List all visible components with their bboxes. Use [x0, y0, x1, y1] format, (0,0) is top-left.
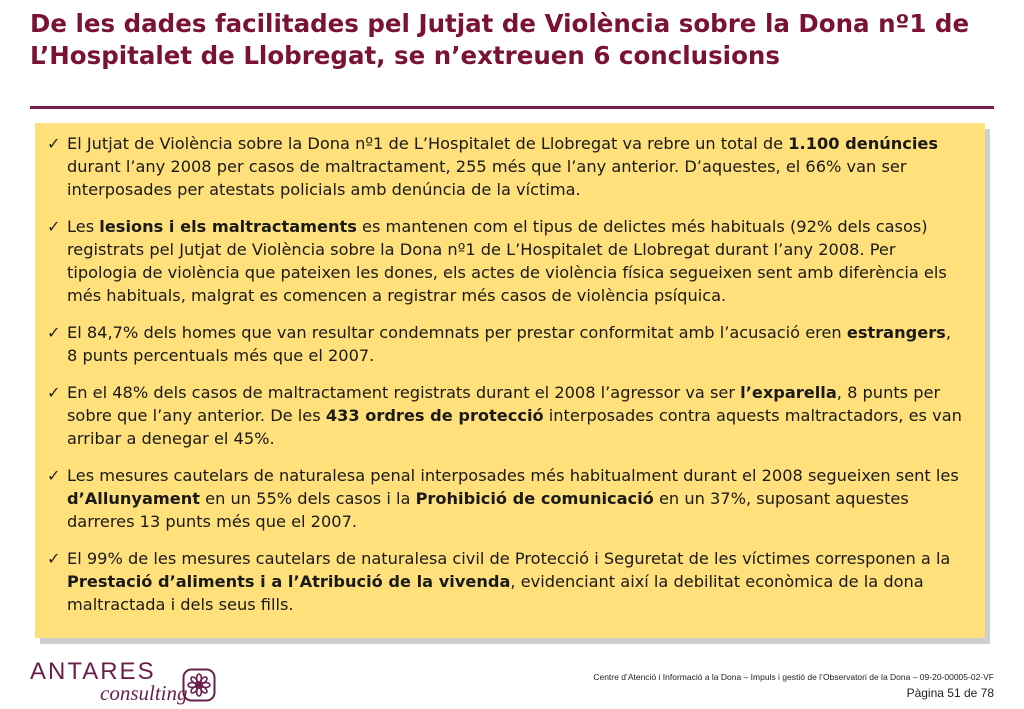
highlight-text: 433 ordres de protecció	[325, 406, 544, 425]
logo-wordmark: ANTARES	[30, 658, 156, 685]
check-icon: ✓	[47, 217, 61, 236]
title-divider	[30, 106, 994, 109]
conclusion-text	[67, 321, 965, 367]
body-text: es mantenen com el tipus de delictes més habituals (92% dels casos) registrats pel Jutjat de Violència sobre la Dona nº1 de L’Hospitalet de Llobregat durant l’any 2008. Per tipologia de violència que pateixen les dones, els actes de violència física segueixen sent amb diferència els més habituals, malgrat es comencen a registrar més casos de violència psíquica.	[67, 217, 947, 305]
body-text: durant l’any 2008 per casos de maltractament, 255 més que l’any anterior. D’aquestes, el 66% van ser interposades per atestats policials amb denúncia de la víctima.	[67, 157, 907, 199]
check-icon: ✓	[47, 134, 61, 153]
logo-emblem-icon	[182, 668, 216, 702]
highlight-text: Prestació d’aliments i a l’Atribució de la vivenda	[67, 572, 511, 591]
conclusion-item	[47, 321, 965, 367]
body-text: El 84,7% dels homes que van resultar condemnats per prestar conformitat amb l’acusació eren	[67, 323, 847, 342]
conclusion-text	[67, 381, 965, 450]
body-text: en un 55% dels casos i la	[200, 489, 416, 508]
body-text: , 8 punts per sobre que l’any anterior. De les	[67, 383, 941, 425]
page-number: Pàgina 51 de 78	[906, 686, 994, 700]
check-icon: ✓	[47, 466, 61, 485]
body-text: Les	[67, 217, 100, 236]
highlight-text: l’exparella	[740, 383, 837, 402]
conclusion-text	[67, 215, 965, 307]
body-text: , 8 punts percentuals més que el 2007.	[67, 323, 951, 365]
conclusion-item	[47, 464, 965, 533]
conclusion-item	[47, 215, 965, 307]
conclusion-text	[67, 132, 965, 201]
highlight-text: 1.100 denúncies	[788, 134, 939, 153]
body-text: El Jutjat de Violència sobre la Dona nº1 de L’Hospitalet de Llobregat va rebre un total de	[67, 134, 789, 153]
body-text: en un 37%, suposant aquestes darreres 13 punts més que el 2007.	[67, 489, 909, 531]
highlight-text: Prohibició de comunicació	[415, 489, 654, 508]
conclusion-text	[67, 464, 965, 533]
conclusion-item	[47, 381, 965, 450]
body-text: El 99% de les mesures cautelars de naturalesa civil de Protecció i Seguretat de les víctimes corresponen a la	[67, 549, 951, 568]
body-text: interposades contra aquests maltractadors, es van arribar a denegar el 45%.	[67, 406, 962, 448]
conclusion-item	[47, 547, 965, 616]
highlight-text: lesions i els maltractaments	[99, 217, 357, 236]
footer-reference: Centre d’Atenció i Informació a la Dona – Impuls i gestió de l’Observatori de la Dona – 09-20-00005-02-VF	[593, 672, 994, 682]
check-icon: ✓	[47, 323, 61, 342]
check-icon: ✓	[47, 549, 61, 568]
conclusion-item	[47, 132, 965, 201]
highlight-text: d’Allunyament	[67, 489, 200, 508]
body-text: , evidenciant així la debilitat econòmica de la dona maltractada i dels seus fills.	[67, 572, 924, 614]
page-title: De les dades facilitades pel Jutjat de Violència sobre la Dona nº1 de L’Hospitalet de Llobregat, se n’extreuen 6 conclusions	[30, 9, 970, 70]
conclusion-text	[67, 547, 965, 616]
highlight-text: estrangers	[846, 323, 946, 342]
body-text: En el 48% dels casos de maltractament registrats durant el 2008 l’agressor va ser	[67, 383, 741, 402]
check-icon: ✓	[47, 383, 61, 402]
logo-subtitle: consulting	[100, 681, 188, 705]
conclusions-box	[35, 123, 985, 638]
body-text: Les mesures cautelars de naturalesa penal interposades més habitualment durant el 2008 segueixen sent les	[67, 466, 959, 485]
